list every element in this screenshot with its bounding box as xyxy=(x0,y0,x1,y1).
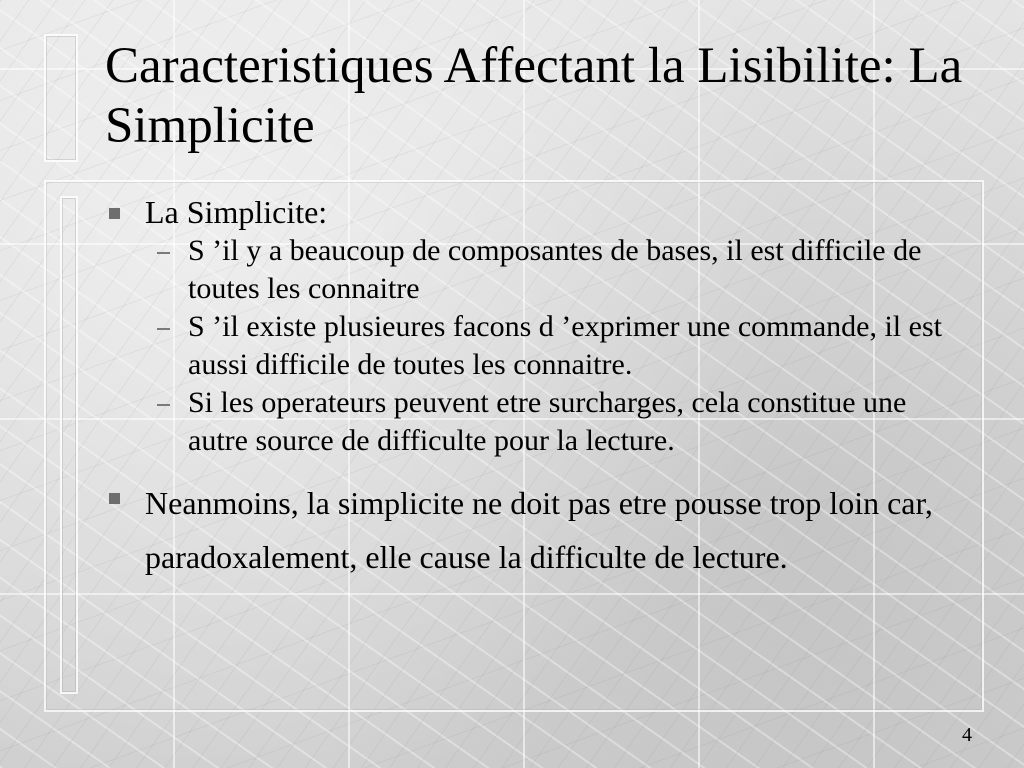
sub-bullet-item xyxy=(105,308,965,384)
square-bullet-icon xyxy=(109,208,120,219)
bullet-text: Neanmoins, la simplicite ne doit pas etre pousse trop loin car, paradoxalement, elle cause la difficulte de lecture. xyxy=(145,485,933,575)
title-decoration-bar xyxy=(44,34,78,162)
slide-title: Caracteristiques Affectant la Lisibilite: La Simplicite xyxy=(105,38,963,154)
page-number: 4 xyxy=(962,724,972,746)
slide-content xyxy=(105,192,965,584)
bullet-item xyxy=(105,476,965,584)
dash-bullet-icon xyxy=(157,252,170,254)
sub-bullet-list xyxy=(105,232,965,460)
sub-bullet-text: Si les operateurs peuvent etre surcharges, cela constitue une autre source de difficulte pour la lecture. xyxy=(188,386,907,457)
square-bullet-icon xyxy=(109,493,120,504)
sub-bullet-item xyxy=(105,232,965,308)
body-decoration-bar xyxy=(60,196,78,694)
bullet-item xyxy=(105,192,965,232)
dash-bullet-icon xyxy=(157,404,170,406)
sub-bullet-text: S ’il existe plusieures facons d ’exprimer une commande, il est aussi difficile de toutes les connaitre. xyxy=(188,310,942,381)
dash-bullet-icon xyxy=(157,328,170,330)
bullet-text: La Simplicite: xyxy=(145,194,328,230)
sub-bullet-item xyxy=(105,384,965,460)
sub-bullet-text: S ’il y a beaucoup de composantes de bases, il est difficile de toutes les connaitre xyxy=(188,234,922,305)
